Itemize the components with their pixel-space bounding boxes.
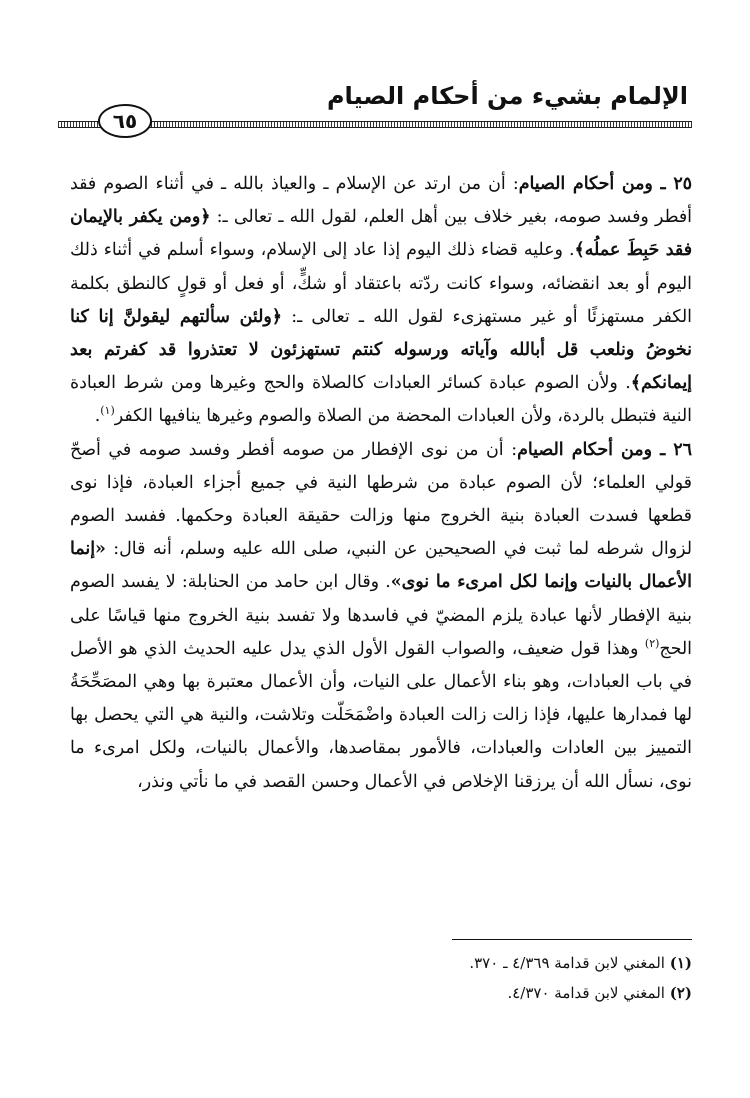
- header-rule: [58, 121, 692, 128]
- body-text-segment: . وعليه قضاء ذلك اليوم إذا عاد إلى الإسلام، وسواء أسلم في أثناء ذلك اليوم أو بعد انقضائه، وسواء كانت ردّته باعتقاد أو شكٍّ، أو فعل أو قولٍ كالنطق بكلمة الكفر مستهزئًا أو غير مستهزىء لقول الله ـ تعالى ـ:: [70, 240, 692, 327]
- main-text: [70, 168, 692, 799]
- footnote-text: المغني لابن قدامة ٤/٣٦٩ ـ ٣٧٠.: [469, 954, 665, 972]
- paragraph: [70, 168, 692, 434]
- paragraph: [70, 434, 692, 799]
- body-text-segment: وهذا قول ضعيف، والصواب القول الأول الذي يدل عليه الحديث الذي هو الأصل في باب العبادات، وهو بناء الأعمال على النيات، وأن الأعمال معتبرة بها وهي المصَحِّحَةُ لها فمدارها عليها، فإذا زالت زالت العبادة واضْمَحَلّت وتلاشت، والنية هي التي يحصل بها التمييز بين العادات والعبادات، فالأمور بمقاصدها، والأعمال بالنيات، ولكل امرىء ما نوى، نسأل الله أن يرزقنا الإخلاص في الأعمال وحسن القصد في ما نأتي ونذر،: [70, 638, 692, 792]
- footnote-reference: (٢): [644, 637, 660, 651]
- footnote-number: (١): [669, 954, 692, 972]
- body-text-segment: . وقال ابن حامد من الحنابلة: لا يفسد الصوم بنية الإفطار لأنها عبادة يلزم المضيّ في فاسدها ولا تفسد بنية الخروج منها قياسًا على الحج: [70, 572, 692, 659]
- footnote-reference: (١): [100, 404, 115, 418]
- quotation: ﴿ومن يكفر بالإيمان فقد حَبِطَ عملُه﴾: [70, 207, 693, 261]
- page-number: ٦٥: [98, 104, 152, 138]
- footnote-text: المغني لابن قدامة ٤/٣٧٠.: [507, 984, 665, 1002]
- body-text-segment: : أن من نوى الإفطار من صومه أفطر وفسد صومه في أصحّ قولي العلماء؛ لأن الصوم عبادة من شرطها النية في جميع أجزاء العبادة، فإذا نوى قطعها فسدت العبادة بنية الخروج منها وزالت حقيقة العبادة وحكمها. ففسد الصوم لزوال شرطه لما ثبت في الصحيحين عن النبي، صلى الله عليه وسلم، أنه قال:: [70, 439, 692, 560]
- running-header-title: الإلمام بشيء من أحكام الصيام: [326, 82, 688, 110]
- footnotes: [70, 948, 692, 1008]
- body-text-segment: : أن من ارتد عن الإسلام ـ والعياذ بالله ـ في أثناء الصوم فقد أفطر وفسد صومه، بغير خلاف بين أهل العلم، لقول الله ـ تعالى ـ:: [70, 174, 692, 228]
- footnote: [70, 978, 692, 1008]
- paragraph-lead: ومن أحكام الصيام: [517, 439, 652, 460]
- footnote: [70, 948, 692, 978]
- body-text-segment: .: [94, 406, 101, 427]
- footnote-number: (٢): [669, 984, 692, 1002]
- paragraph-number: ٢٦ ـ: [652, 439, 692, 460]
- body-text-segment: . ولأن الصوم عبادة كسائر العبادات كالصلاة والحج وغيرها ومن شرط العبادة النية فتبطل بالردة، ولأن العبادات المحضة من الصلاة والصوم وغيرها ينافيها الكفر: [70, 373, 692, 427]
- footnote-separator: [452, 939, 692, 940]
- quotation: «إنما الأعمال بالنيات وإنما لكل امرىء ما نوى»: [70, 539, 692, 593]
- quotation: ﴿ولئن سألتهم ليقولنَّ إنا كنا نخوضُ ونلعب قل أبالله وآياته ورسوله كنتم تستهزئون لا تعتذروا قد كفرتم بعد إيمانكم﴾: [70, 306, 692, 394]
- paragraph-number: ٢٥ ـ: [652, 174, 692, 194]
- paragraph-lead: ومن أحكام الصيام: [518, 174, 653, 194]
